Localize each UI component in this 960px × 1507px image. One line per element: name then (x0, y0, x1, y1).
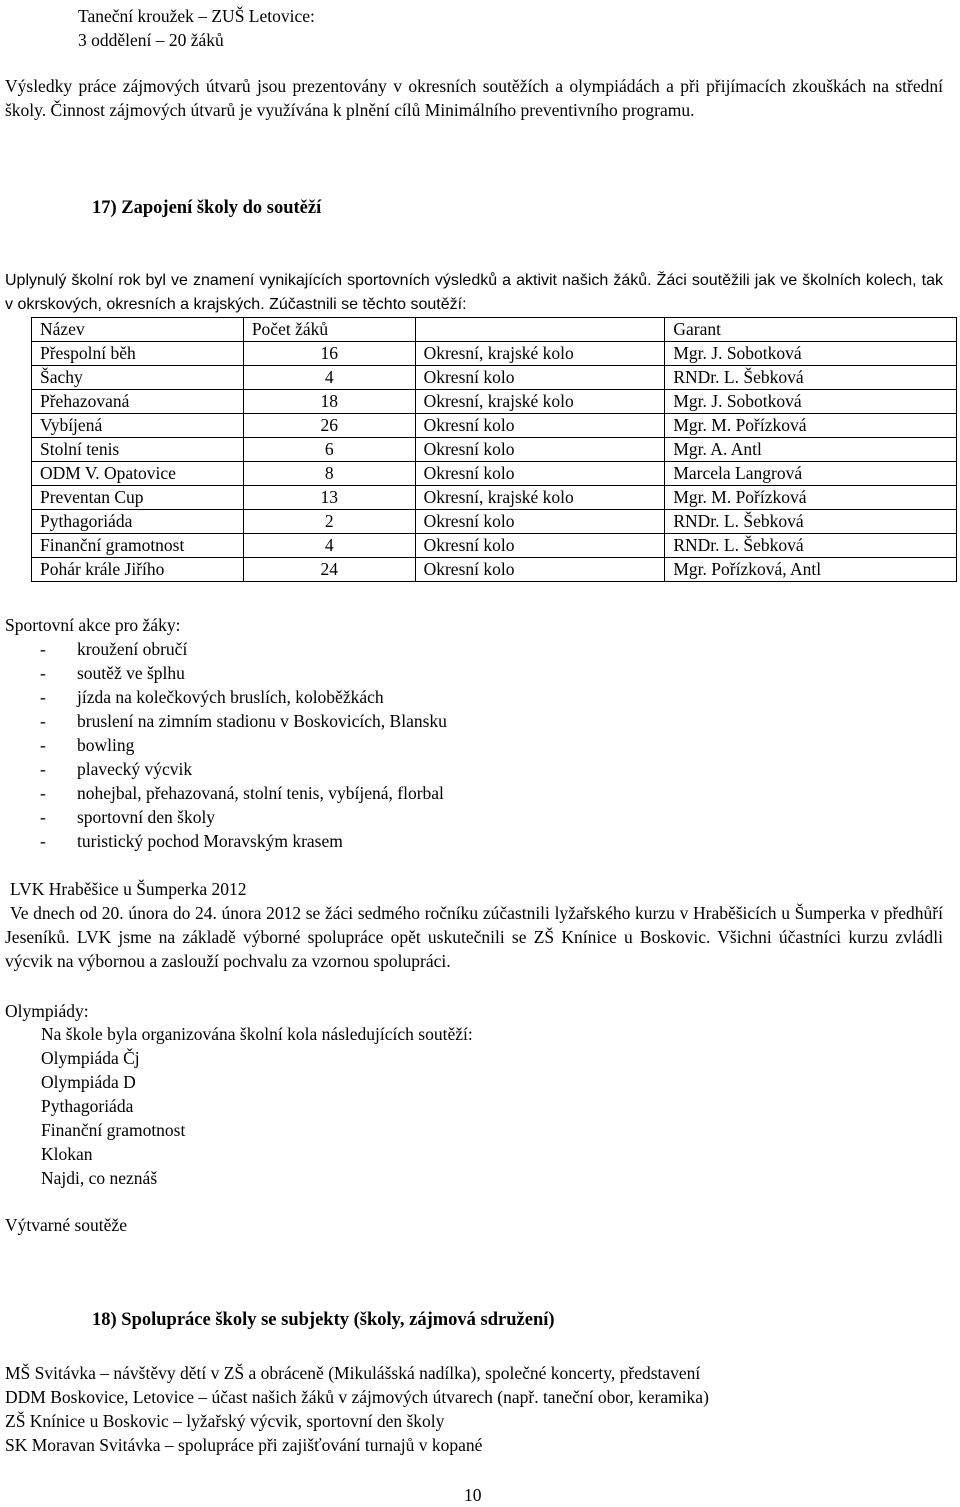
list-item: Olympiáda Čj (41, 1048, 140, 1068)
table-cell-count: 6 (243, 438, 415, 462)
table-row (32, 390, 957, 414)
table-cell-level: Okresní kolo (415, 366, 665, 390)
table-cell-guarantor: RNDr. L. Šebková (665, 534, 957, 558)
table-cell-guarantor: RNDr. L. Šebková (665, 366, 957, 390)
table-header-cell: Název (32, 318, 244, 342)
table-row (32, 462, 957, 486)
list-item: - kroužení obručí (40, 639, 188, 659)
table-cell-name: Pohár krále Jiřího (32, 558, 244, 582)
table-cell-level: Okresní, krajské kolo (415, 342, 665, 366)
table-cell-guarantor: Mgr. M. Pořízková (665, 414, 957, 438)
table-cell-count: 4 (243, 366, 415, 390)
table-cell-count: 26 (243, 414, 415, 438)
table-cell-name: Preventan Cup (32, 486, 244, 510)
lvk-title: LVK Hraběšice u Šumperka 2012 (10, 879, 247, 899)
table-row (32, 414, 957, 438)
olympiads-intro: Na škole byla organizována školní kola následujících soutěží: (41, 1024, 473, 1044)
list-item: Najdi, co neznáš (41, 1168, 158, 1188)
cooperation-line: SK Moravan Svitávka – spolupráce při zajišťování turnajů v kopané (5, 1435, 483, 1455)
section-17-heading: 17) Zapojení školy do soutěží (92, 198, 322, 218)
table-cell-level: Okresní kolo (415, 510, 665, 534)
header-line-2: 3 oddělení – 20 žáků (78, 30, 224, 50)
table-row (32, 486, 957, 510)
table-row (32, 342, 957, 366)
table-cell-name: Vybíjená (32, 414, 244, 438)
table-cell-name: Finanční gramotnost (32, 534, 244, 558)
table-cell-level: Okresní kolo (415, 462, 665, 486)
table-row (32, 534, 957, 558)
sport-actions-title: Sportovní akce pro žáky: (5, 615, 181, 635)
section-17-paragraph: Uplynulý školní rok byl ve znamení vynikajících sportovních výsledků a aktivit našich žáků. Žáci soutěžili jak ve školních kolech, tak v okrskových, okresních a krajských. Zúčastnili se těchto soutěží: (5, 272, 943, 313)
table-cell-level: Okresní, krajské kolo (415, 390, 665, 414)
table-header-cell: Garant (665, 318, 957, 342)
list-item: Finanční gramotnost (41, 1120, 186, 1140)
header-line-1: Taneční kroužek – ZUŠ Letovice: (78, 6, 315, 26)
table-cell-count: 18 (243, 390, 415, 414)
table-cell-guarantor: Marcela Langrová (665, 462, 957, 486)
table-row (32, 558, 957, 582)
list-item: Olympiáda D (41, 1072, 136, 1092)
table-cell-guarantor: Mgr. J. Sobotková (665, 390, 957, 414)
table-cell-count: 4 (243, 534, 415, 558)
section-18-heading: 18) Spolupráce školy se subjekty (školy, zájmová sdružení) (92, 1310, 555, 1330)
table-cell-level: Okresní kolo (415, 438, 665, 462)
list-item: Klokan (41, 1144, 93, 1164)
cooperation-line: DDM Boskovice, Letovice – účast našich žáků v zájmových útvarech (např. taneční obor, keramika) (5, 1387, 709, 1407)
table-cell-guarantor: Mgr. A. Antl (665, 438, 957, 462)
list-item: - turistický pochod Moravským krasem (40, 831, 343, 851)
art-competitions-title: Výtvarné soutěže (5, 1215, 127, 1235)
table-header-cell (415, 318, 665, 342)
list-item: Pythagoriáda (41, 1096, 134, 1116)
olympiads-title: Olympiády: (5, 1001, 89, 1021)
list-item: - bowling (40, 735, 135, 755)
table-cell-count: 13 (243, 486, 415, 510)
table-cell-guarantor: Mgr. M. Pořízková (665, 486, 957, 510)
table-cell-count: 24 (243, 558, 415, 582)
table-cell-guarantor: RNDr. L. Šebková (665, 510, 957, 534)
table-cell-guarantor: Mgr. J. Sobotková (665, 342, 957, 366)
table-header-row (32, 318, 957, 342)
table-cell-name: Stolní tenis (32, 438, 244, 462)
table-cell-level: Okresní kolo (415, 534, 665, 558)
lvk-paragraph: Ve dnech od 20. února do 24. února 2012 se žáci sedmého ročníku zúčastnili lyžařského kurzu v Hraběšicích u Šumperka v předhůří Jeseníků. LVK jsme na základě výborné spolupráce opět uskutečnili se ZŠ Knínice u Boskovic. Všichni účastníci kurzu zvládli výcvik na výbornou a zaslouží pochvalu za vzornou spolupráci. (5, 903, 943, 971)
table-cell-name: Přespolní běh (32, 342, 244, 366)
list-item: - nohejbal, přehazovaná, stolní tenis, vybíjená, florbal (40, 783, 444, 803)
table-cell-name: Pythagoriáda (32, 510, 244, 534)
list-item: - jízda na kolečkových bruslích, koloběžkách (40, 687, 384, 707)
table-cell-name: Přehazovaná (32, 390, 244, 414)
sport-actions-list (5, 637, 447, 853)
table-cell-level: Okresní kolo (415, 414, 665, 438)
list-item: - plavecký výcvik (40, 759, 193, 779)
table-cell-count: 16 (243, 342, 415, 366)
page-number: 10 (464, 1485, 482, 1505)
table-cell-level: Okresní kolo (415, 558, 665, 582)
cooperation-line: MŠ Svitávka – návštěvy dětí v ZŠ a obráceně (Mikulášská nadílka), společné koncerty, představení (5, 1363, 701, 1383)
table-cell-name: Šachy (32, 366, 244, 390)
table-cell-level: Okresní, krajské kolo (415, 486, 665, 510)
cooperation-line: ZŠ Knínice u Boskovic – lyžařský výcvik, sportovní den školy (5, 1411, 445, 1431)
table-header-cell: Počet žáků (243, 318, 415, 342)
table-row (32, 438, 957, 462)
table-row (32, 510, 957, 534)
table-cell-guarantor: Mgr. Pořízková, Antl (665, 558, 957, 582)
table-row (32, 366, 957, 390)
list-item: - sportovní den školy (40, 807, 216, 827)
competition-table (31, 317, 957, 582)
list-item: - soutěž ve šplhu (40, 663, 185, 683)
table-cell-count: 8 (243, 462, 415, 486)
intro-paragraph: Výsledky práce zájmových útvarů jsou prezentovány v okresních soutěžích a olympiádách a při přijímacích zkouškách na střední školy. Činnost zájmových útvarů je využívána k plnění cílů Minimálního preventivního programu. (5, 76, 943, 120)
table-cell-count: 2 (243, 510, 415, 534)
table-cell-name: ODM V. Opatovice (32, 462, 244, 486)
list-item: - bruslení na zimním stadionu v Boskovicích, Blansku (40, 711, 447, 731)
